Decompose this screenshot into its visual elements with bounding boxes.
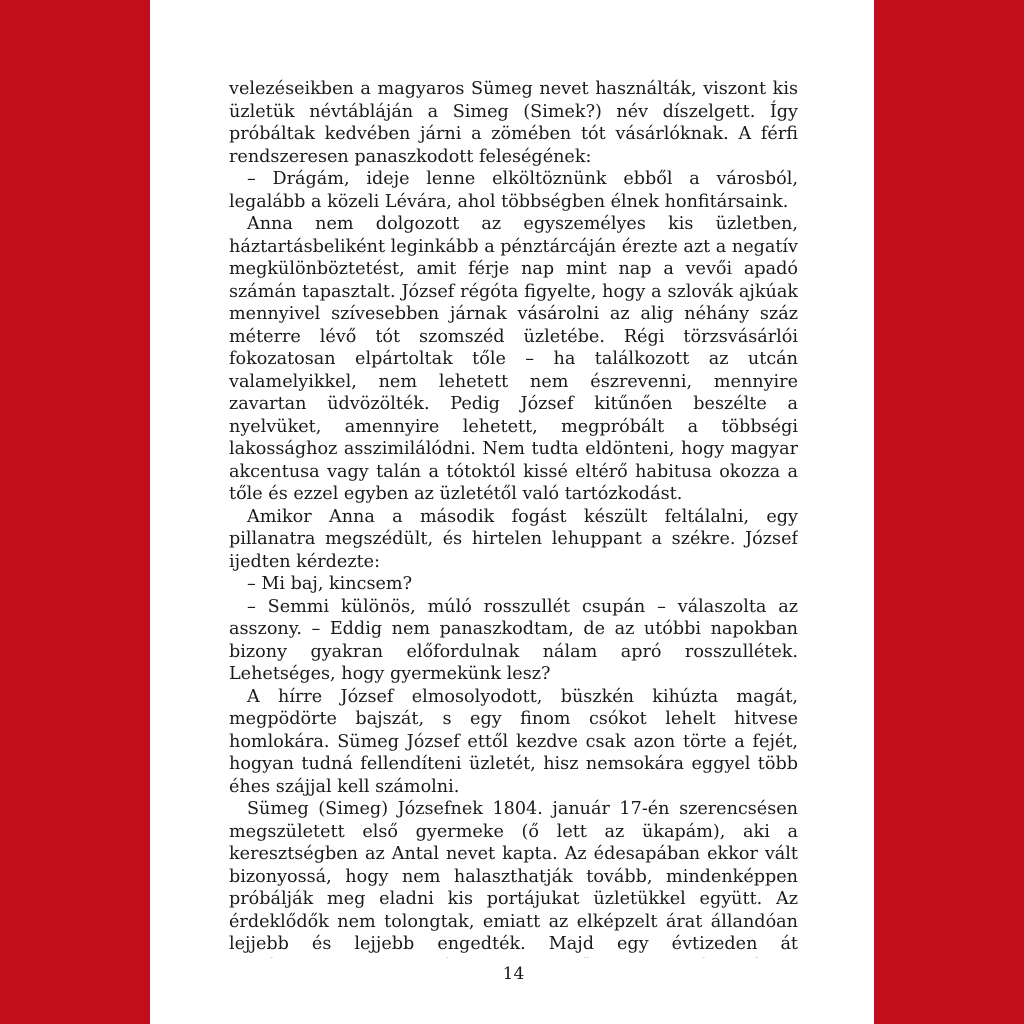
right-red-margin-bar [874,0,1024,1024]
paragraph: – Semmi különös, múló rosszullét csupán – válaszolta az asszony. – Eddig nem panaszkodtam, de az utóbbi napokban bizony gyakran előfordulnak nálam apró rosszullétek. Lehetséges, hogy gyermekünk lesz? [229,596,798,684]
paragraph: velezéseikben a magyaros Sümeg nevet használták, viszont kis üzletük névtábláján a Simeg (Simek?) név díszelgett. Így próbáltak kedvében járni a zömében tót vásárlóknak. A férfi rendszeresen panaszkodott feleségének: [229,79,798,167]
page-body-text [229,78,798,958]
paragraph: Amikor Anna a második fogást készült feltálalni, egy pillanatra megszédült, és hirtelen lehuppant a székre. József ijedten kérdezte: [229,506,798,572]
page-number: 14 [502,964,525,984]
paragraph: – Mi baj, kincsem? [247,574,413,594]
left-red-margin-bar [0,0,150,1024]
paragraph: – Drágám, ideje lenne elköltöznünk ebből a városból, legalább a közeli Lévára, ahol többségben élnek honfitársaink. [229,169,798,212]
paragraph: Anna nem dolgozott az egyszemélyes kis üzletben, háztartásbeliként leginkább a pénztárcáján érezte azt a negatív megkülönböztetést, amit férje nap mint nap a vevői apadó számán tapasztalt. József régóta figyelte, hogy a szlovák ajkúak mennyivel szívesebben járnak vásárolni az alig néhány száz méterre lévő tót szomszéd üzletébe. Régi törzsvásárlói fokozatosan elpártoltak tőle – ha találkozott az utcán valamelyikkel, nem lehetett nem észrevenni, mennyire zavartan üdvözölték. Pedig József kitűnően beszélte a nyelvüket, amennyire lehetett, megpróbált a többségi lakossághoz asszimilálódni. Nem tudta eldönteni, hogy magyar akcentusa vagy talán a tótoktól kissé eltérő habitusa okozza a tőle és ezzel egyben az üzletétől való tartózkodást. [229,214,798,504]
paragraph: Sümeg (Simeg) Józsefnek 1804. január 17-én szerencsésen megszületett első gyermeke (ő lett az ükapám), aki a keresztségben az Antal nevet kapta. Az édesapában ekkor vált bizonyossá, hogy nem halaszthatják tovább, mindenképpen próbálják meg eladni kis portájukat üzletükkel együtt. Az érdeklődők nem tolongtak, emiatt az elképzelt árat állandóan lejjebb és lejjebb engedték. Majd egy évtizeden át [229,799,798,954]
paragraph: A hírre József elmosolyodott, büszkén kihúzta magát, megpödörte bajszát, s egy finom csókot lehelt hitvese homlokára. Sümeg József ettől kezdve csak azon törte a fejét, hogyan tudná fellendíteni üzletét, hisz nemsokára eggyel több éhes szájjal kell számolni. [229,686,798,797]
